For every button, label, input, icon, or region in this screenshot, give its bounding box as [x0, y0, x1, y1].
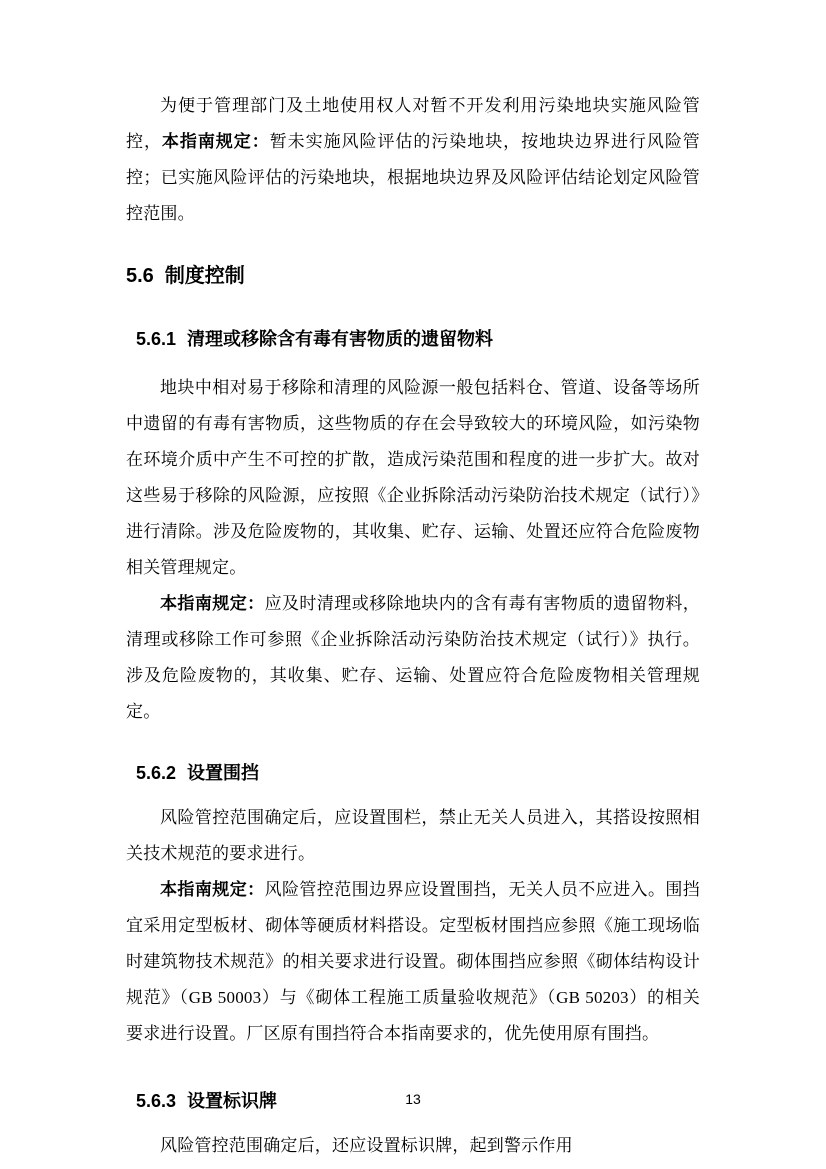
section-5-6-3-paragraph-1: 风险管控范围确定后，还应设置标识牌，起到警示作用 — [160, 1136, 573, 1155]
intro-paragraph — [126, 88, 700, 232]
section-title: 设置标识牌 — [187, 1091, 278, 1111]
page-number: 13 — [405, 1091, 421, 1107]
section-number: 5.6 — [126, 265, 154, 287]
guide-provision-label: 本指南规定： — [160, 594, 265, 613]
section-title: 设置围挡 — [187, 763, 260, 783]
section-5-6-2-paragraph-2 — [126, 872, 700, 1052]
provision-text: 应及时清理或移除地块内的含有毒有害物质的遗留物料，清理或移除工作可参照《企业拆除活动污染防治技术规定（试行）》执行。涉及危险废物的，其收集、贮存、运输、处置应符合危险废物相关管理规定。 — [126, 594, 700, 721]
section-5-6-2-paragraph-1: 风险管控范围确定后，应设置围栏，禁止无关人员进入，其搭设按照相关技术规范的要求进行。 — [126, 808, 700, 863]
section-number: 5.6.3 — [136, 1091, 177, 1111]
section-number: 5.6.2 — [136, 763, 177, 783]
guide-provision-label: 本指南规定： — [161, 132, 270, 151]
section-title: 制度控制 — [164, 265, 245, 287]
intro-text-rest: 暂未实施风险评估的污染地块，按地块边界进行风险管控；已实施风险评估的污染地块，根据地块边界及风险评估结论划定风险管控范围。 — [126, 132, 700, 223]
guide-provision-label: 本指南规定： — [160, 880, 265, 899]
section-heading-5-6-2 — [136, 760, 700, 786]
section-heading-5-6 — [126, 262, 700, 290]
section-title: 清理或移除含有毒有害物质的遗留物料 — [187, 329, 494, 349]
provision-text: 风险管控范围边界应设置围挡，无关人员不应进入。围挡宜采用定型板材、砌体等硬质材料搭设。定型板材围挡应参照《施工现场临时建筑物技术规范》的相关要求进行设置。砌体围挡应参照《砌体结构设计规范》（GB 50003）与《砌体工程施工质量验收规范》（GB 50203）的相关要求进行设置。厂区原有围挡符合本指南要求的，优先使用原有围挡。 — [126, 880, 700, 1043]
section-number: 5.6.1 — [136, 329, 177, 349]
section-5-6-1-paragraph-2 — [126, 586, 700, 730]
section-heading-5-6-1 — [136, 326, 700, 352]
section-5-6-1-paragraph-1: 地块中相对易于移除和清理的风险源一般包括料仓、管道、设备等场所中遗留的有毒有害物质，这些物质的存在会导致较大的环境风险，如污染物在环境介质中产生不可控的扩散，造成污染范围和程度的进一步扩大。故对这些易于移除的风险源，应按照《企业拆除活动污染防治技术规定（试行）》进行清除。涉及危险废物的，其收集、贮存、运输、处置还应符合危险废物相关管理规定。 — [126, 378, 700, 577]
page-footer — [0, 1091, 826, 1107]
intro-text-lead: 为便于管理部门及土地使用权人对暂不开发利用污染地块实施风险管控， — [126, 96, 700, 151]
